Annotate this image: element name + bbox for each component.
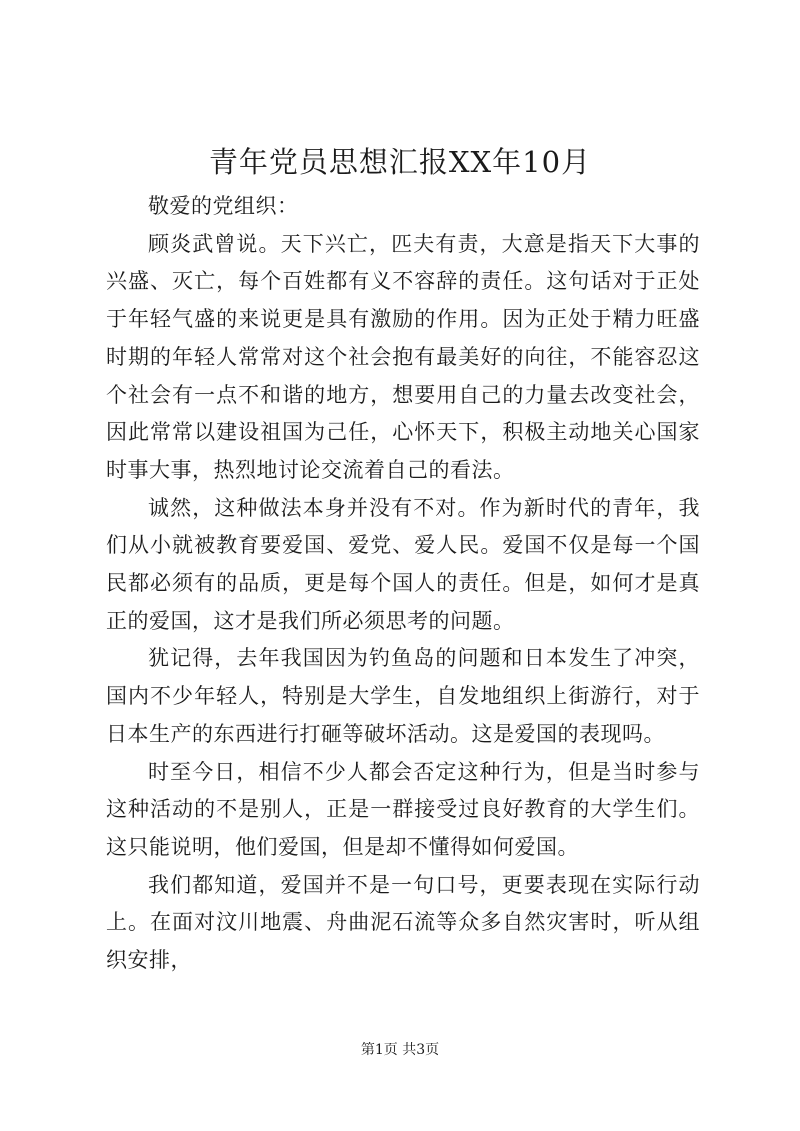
document-body (106, 188, 700, 980)
paragraph: 顾炎武曾说。天下兴亡，匹夫有责，大意是指天下大事的兴盛、灭亡，每个百姓都有义不容辞的责任。这句话对于正处于年轻气盛的来说更是具有激励的作用。因为正处于精力旺盛时期的年轻人常常对这个社会抱有最美好的向往，不能容忍这个社会有一点不和谐的地方，想要用自己的力量去改变社会，因此常常以建设祖国为己任，心怀天下，积极主动地关心国家时事大事，热烈地讨论交流着自己的看法。 (106, 231, 700, 482)
salutation: 敬爱的党组织： (148, 194, 299, 218)
paragraph: 时至今日，相信不少人都会否定这种行为，但是当时参与这种活动的不是别人，正是一群接受过良好教育的大学生们。这只能说明，他们爱国，但是却不懂得如何爱国。 (106, 759, 700, 859)
paragraph: 我们都知道，爱国并不是一句口号，更要表现在实际行动上。在面对汶川地震、舟曲泥石流等众多自然灾害时，听从组织安排， (106, 872, 700, 973)
paragraph: 犹记得，去年我国因为钓鱼岛的问题和日本发生了冲突，国内不少年轻人，特别是大学生，自发地组织上街游行，对于日本生产的东西进行打砸等破坏活动。这是爱国的表现吗。 (106, 646, 700, 746)
page-number-footer: 第1页 共3页 (360, 1042, 440, 1058)
paragraph: 诚然，这种做法本身并没有不对。作为新时代的青年，我们从小就被教育要爱国、爱党、爱人民。爱国不仅是每一个国民都必须有的品质，更是每个国人的责任。但是，如何才是真正的爱国，这才是我们所必须思考的问题。 (106, 495, 700, 633)
page-title: 青年党员思想汇报XX年10月 (208, 145, 592, 179)
